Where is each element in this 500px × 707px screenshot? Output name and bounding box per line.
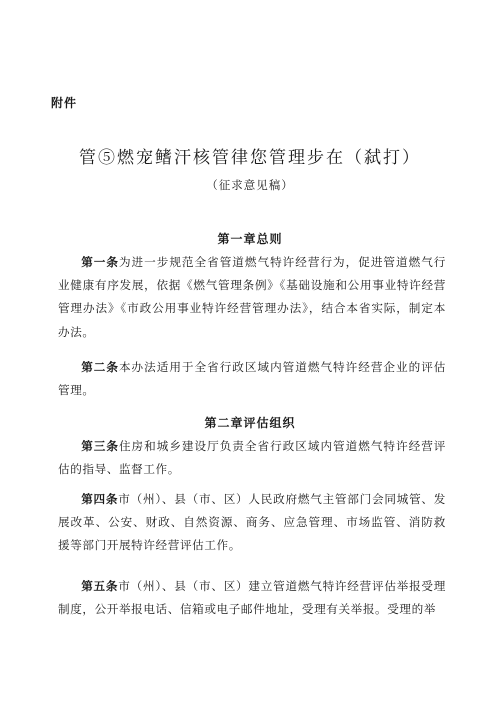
chapter-heading-1: 第一章总则 <box>217 232 283 246</box>
article-2 <box>58 356 446 402</box>
document-subtitle: （征求意见稿） <box>206 178 294 192</box>
article-text: 本办法适用于全省行政区域内管道燃气特许经营企业的评估管理。 <box>58 360 446 398</box>
article-text: 为进一步规范全省管道燃气特许经营行为，促进管道燃气行业健康有序发展，依据《燃气管理条例》《基础设施和公用事业特许经营管理办法》《市政公用事业特许经营管理办法》，结合本省实际，制定本办法。 <box>58 255 446 339</box>
article-text: 市（州）、县（市、区）建立管道燃气特许经营评估举报受理制度，公开举报电话、信箱或电子邮件地址，受理有关举报。受理的举 <box>58 579 446 617</box>
article-label: 第四条 <box>81 492 119 506</box>
article-1 <box>58 251 446 344</box>
attachment-label: 附件 <box>51 96 78 110</box>
chapter-heading-2: 第二章评估组织 <box>204 416 296 430</box>
article-5 <box>58 575 446 621</box>
article-label: 第五条 <box>81 579 119 593</box>
article-label: 第二条 <box>81 360 119 374</box>
document-title: 管⑤燃宠鳍汗核管律您管理步在（弑打） <box>79 148 421 168</box>
article-3 <box>58 435 446 481</box>
article-label: 第三条 <box>81 439 119 453</box>
article-4 <box>58 488 446 558</box>
article-text: 住房和城乡建设厅负责全省行政区域内管道燃气特许经营评估的指导、监督工作。 <box>58 439 446 477</box>
article-text: 市（州）、县（市、区）人民政府燃气主管部门会同城管、发展改革、公安、财政、自然资源、商务、应急管理、市场监管、消防救援等部门开展特许经营评估工作。 <box>58 492 446 553</box>
article-label: 第一条 <box>81 255 119 269</box>
